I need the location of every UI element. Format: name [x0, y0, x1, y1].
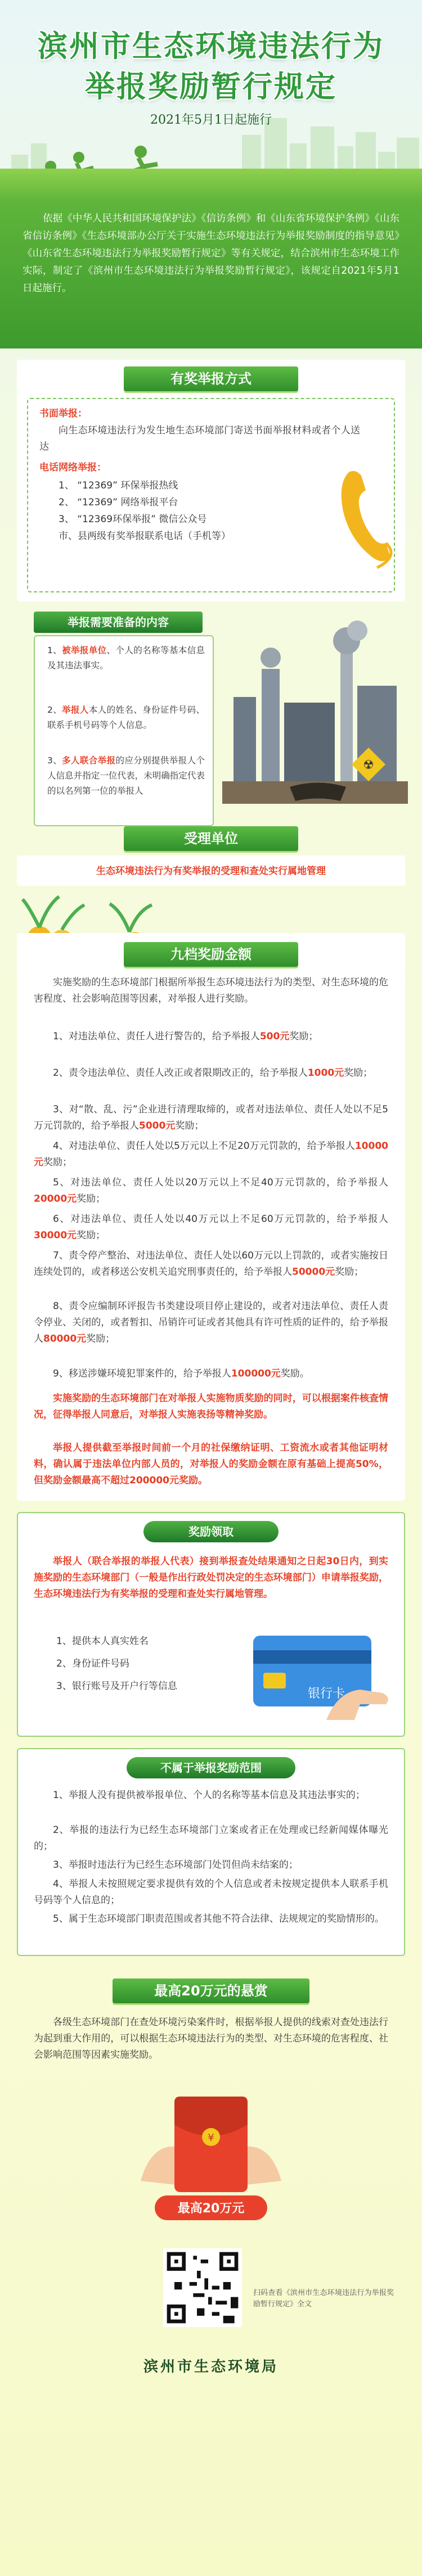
reward-item-6-post: 奖励；	[77, 1230, 106, 1241]
content-item-1-text: 、个人的名称等基本信息及其违法事实。	[47, 645, 205, 671]
reward-item-1-post: 奖励；	[289, 1031, 318, 1042]
reward-item-5	[34, 1175, 388, 1207]
methods-heading: 有奖举报方式	[124, 366, 298, 391]
content-item-2	[47, 703, 205, 733]
phone-label: 电话网络举报：	[39, 462, 106, 473]
written-text: 向生态环境违法行为发生地生态环境部门寄送书面举报材料或者个人送达	[39, 425, 360, 452]
svg-text:☢: ☢	[363, 758, 374, 772]
exclude-item-3: 3、举报时违法行为已经生态环境部门处罚但尚未结案的；	[53, 1859, 298, 1871]
reward-item-3-amount: 5000元	[139, 1120, 176, 1131]
reward-item-6-amount: 30000元	[34, 1230, 77, 1241]
unit-text: 生态环境违法行为有奖举报的受理和查处实行属地管理	[96, 866, 326, 877]
written-label: 书面举报：	[39, 408, 87, 419]
content-item-2-label: 举报人	[62, 705, 89, 715]
qr-code-icon	[163, 2248, 242, 2327]
exclude-item-5: 5、属于生态环境部门职责范围或者其他不符合法律、法规规定的奖励情形的。	[53, 1913, 384, 1925]
page-title-line2: 举报奖励暂行规定	[85, 70, 337, 104]
reward-item-7-amount: 50000元	[292, 1266, 335, 1278]
rewards-heading: 九档奖励金额	[124, 942, 298, 967]
grass-strip	[0, 169, 422, 202]
reward-item-8	[34, 1298, 388, 1347]
reward-item-5-pre: 5、对违法单位、责任人处以20万元以上不足40万元罚款的，给予举报人	[53, 1177, 388, 1188]
reward-item-6-pre: 6、对违法单位、责任人处以40万元以上不足60万元罚款的，给予举报人	[53, 1214, 388, 1225]
reward-item-3	[34, 1102, 388, 1134]
reward-item-2-amount: 1000元	[307, 1067, 344, 1079]
reward-item-4-amount: 10000元	[34, 1140, 388, 1168]
reward-item-1-pre: 1、对违法单位、责任人进行警告的，给予举报人	[53, 1031, 260, 1042]
claim-item-1: 1、提供本人真实姓名	[56, 1636, 149, 1647]
content-heading: 举报需要准备的内容	[34, 612, 203, 633]
content-item-1-label: 被举报单位	[62, 645, 107, 655]
org-name: 滨州市生态环境局	[143, 2358, 279, 2375]
intro-text: 依据《中华人民共和国环境保护法》《信访条例》和《山东省环境保护条例》《山东省信访条例》《生态环境部办公厅关于实施生态环境违法行为举报奖励制度的指导意见》《山东省生态环境违法行为举报奖励暂行规定》等有关规定，结合滨州市生态环境工作实际，制定了《滨州市生态环境违法行为举报奖励暂行规定》，该规定自2021年5月1日起施行。	[23, 213, 399, 294]
reward-item-9-post: 奖励。	[280, 1368, 309, 1379]
content-item-1	[47, 643, 205, 673]
exclude-heading: 不属于举报奖励范围	[127, 1757, 295, 1778]
reward-item-8-post: 奖励；	[86, 1333, 115, 1344]
max-text-body: 各级生态环境部门在查处环境污染案件时，根据举报人提供的线索对查处违法行为起到重大作用的，可以根据生态环境违法行为的类型、对生态环境的危害程度、社会影响范围等因素实施奖励。	[34, 2017, 388, 2061]
reward-item-5-amount: 20000元	[34, 1193, 77, 1205]
content-item-3-label: 多人联合举报	[62, 755, 116, 766]
reward-item-9-amount: 100000元	[231, 1368, 281, 1379]
reward-item-2	[34, 1065, 388, 1081]
claim-item-3: 3、银行账号及开户行等信息	[56, 1681, 177, 1692]
max-badge-text: 最高20万元	[177, 2202, 245, 2216]
reward-item-5-post: 奖励；	[77, 1193, 106, 1205]
reward-item-3-pre: 3、对“散、乱、污”企业进行清理取缔的，或者对违法单位、责任人处以不足5万元罚款的，给予举报人	[34, 1104, 388, 1131]
reward-item-7	[34, 1248, 388, 1280]
reward-item-7-pre: 7、责令停产整治、对违法单位、责任人处以60万元以上罚款的，或者实施按日连续处罚的，或者移送公安机关追究刑事责任的，给予举报人	[34, 1250, 388, 1278]
reward-item-8-amount: 80000元	[43, 1333, 87, 1344]
method-item-4: 市、县两级有奖举报联系电话（手机等）	[59, 531, 231, 542]
reward-item-9	[34, 1366, 388, 1382]
reward-item-2-pre: 2、责令违法单位、责任人改正或者限期改正的，给予举报人	[53, 1067, 308, 1079]
method-item-2: 2、 “12369” 网络举报平台	[59, 497, 178, 508]
claim-item-2: 2、身份证件号码	[56, 1658, 129, 1669]
unit-heading: 受理单位	[124, 826, 298, 851]
reward-item-4-pre: 4、对违法单位、责任人处以5万元以上不足20万元罚款的，给予举报人	[53, 1140, 355, 1152]
effective-date: 2021年5月1日起施行	[150, 113, 272, 127]
qr-caption: 扫码查看《滨州市生态环境违法行为举报奖励暂行规定》全文	[253, 2289, 394, 2308]
qr-code[interactable]	[163, 2248, 242, 2327]
content-item-2-text: 本人的姓名、身份证件号码、联系手机号码等个人信息。	[47, 705, 205, 730]
reward-item-7-post: 奖励；	[335, 1266, 364, 1278]
hero-banner	[0, 0, 422, 202]
content-item-2-num: 2、	[47, 705, 62, 715]
factory-pollution-illustration	[222, 618, 408, 809]
method-item-1: 1、 “12369” 环保举报热线	[59, 480, 178, 491]
max-heading: 最高20万元的悬赏	[113, 1979, 309, 2003]
red-envelope-illustration	[129, 2085, 293, 2226]
bank-card-hand-illustration	[242, 1624, 394, 1720]
method-item-3: 3、 “12369环保举报” 微信公众号	[59, 514, 207, 525]
reward-item-8-pre: 8、责令应编制环评报告书类建设项目停止建设的，或者对违法单位、责任人责令停业、关闭的，或者暂扣、吊销许可证或者其他具有许可性质的证件的，给予举报人	[34, 1301, 388, 1344]
rewards-note-2: 举报人提供截至举报时间前一个月的社保缴纳证明、工资流水或者其他证明材料，确认属于违法单位内部人员的，对举报人的奖励金额在原有基础上提高50%，但奖励金额最高不超过200000元奖励。	[34, 1442, 388, 1486]
phone-handset-icon	[332, 461, 399, 573]
bank-card-label: 银行卡	[307, 1687, 345, 1701]
exclude-item-2: 2、举报的违法行为已经生态环境部门立案或者正在处理或已经新闻媒体曝光的；	[34, 1825, 388, 1852]
claim-text: 举报人（联合举报的举报人代表）接到举报查处结果通知之日起30日内，到实施奖励的生态环境部门（一般是作出行政处罚决定的生态环境部门）申请举报奖励，生态环境违法行为有奖举报的受理和查处实行属地管理。	[34, 1556, 388, 1600]
reward-item-9-pre: 9、移送涉嫌环境犯罪案件的，给予举报人	[53, 1368, 231, 1379]
rewards-note-1: 实施奖励的生态环境部门在对举报人实施物质奖励的同时，可以根据案件核查情况，征得举报人同意后，对举报人实施表扬等精神奖励。	[34, 1393, 388, 1420]
reward-item-4	[34, 1138, 388, 1171]
reward-item-1-amount: 500元	[259, 1031, 290, 1042]
reward-item-2-post: 奖励；	[344, 1067, 373, 1079]
content-item-3-text: 的应分别提供举报人个人信息并指定一位代表，未明确指定代表的以名列第一位的举报人	[47, 755, 205, 796]
page-title-line1: 滨州市生态环境违法行为	[38, 29, 384, 64]
reward-item-6	[34, 1211, 388, 1244]
exclude-item-4: 4、举报人未按照规定要求提供有效的个人信息或者未按规定提供本人联系手机号码等个人信息的；	[34, 1878, 388, 1906]
reward-item-3-post: 奖励；	[175, 1120, 204, 1131]
content-item-1-num: 1、	[47, 645, 62, 655]
max-text	[34, 2014, 388, 2063]
claim-heading: 奖励领取	[143, 1521, 279, 1542]
exclude-item-1: 1、举报人没有提供被举报单位、个人的名称等基本信息及其违法事实的；	[53, 1790, 365, 1801]
svg-text:¥: ¥	[208, 2132, 214, 2144]
content-item-3	[47, 753, 205, 799]
reward-item-1	[34, 1029, 388, 1045]
content-item-3-num: 3、	[47, 755, 62, 766]
rewards-intro: 实施奖励的生态环境部门根据所举报生态环境违法行为的类型、对生态环境的危害程度、社会影响范围等因素，对举报人进行奖励。	[34, 977, 388, 1004]
reward-item-4-post: 奖励；	[43, 1157, 72, 1168]
